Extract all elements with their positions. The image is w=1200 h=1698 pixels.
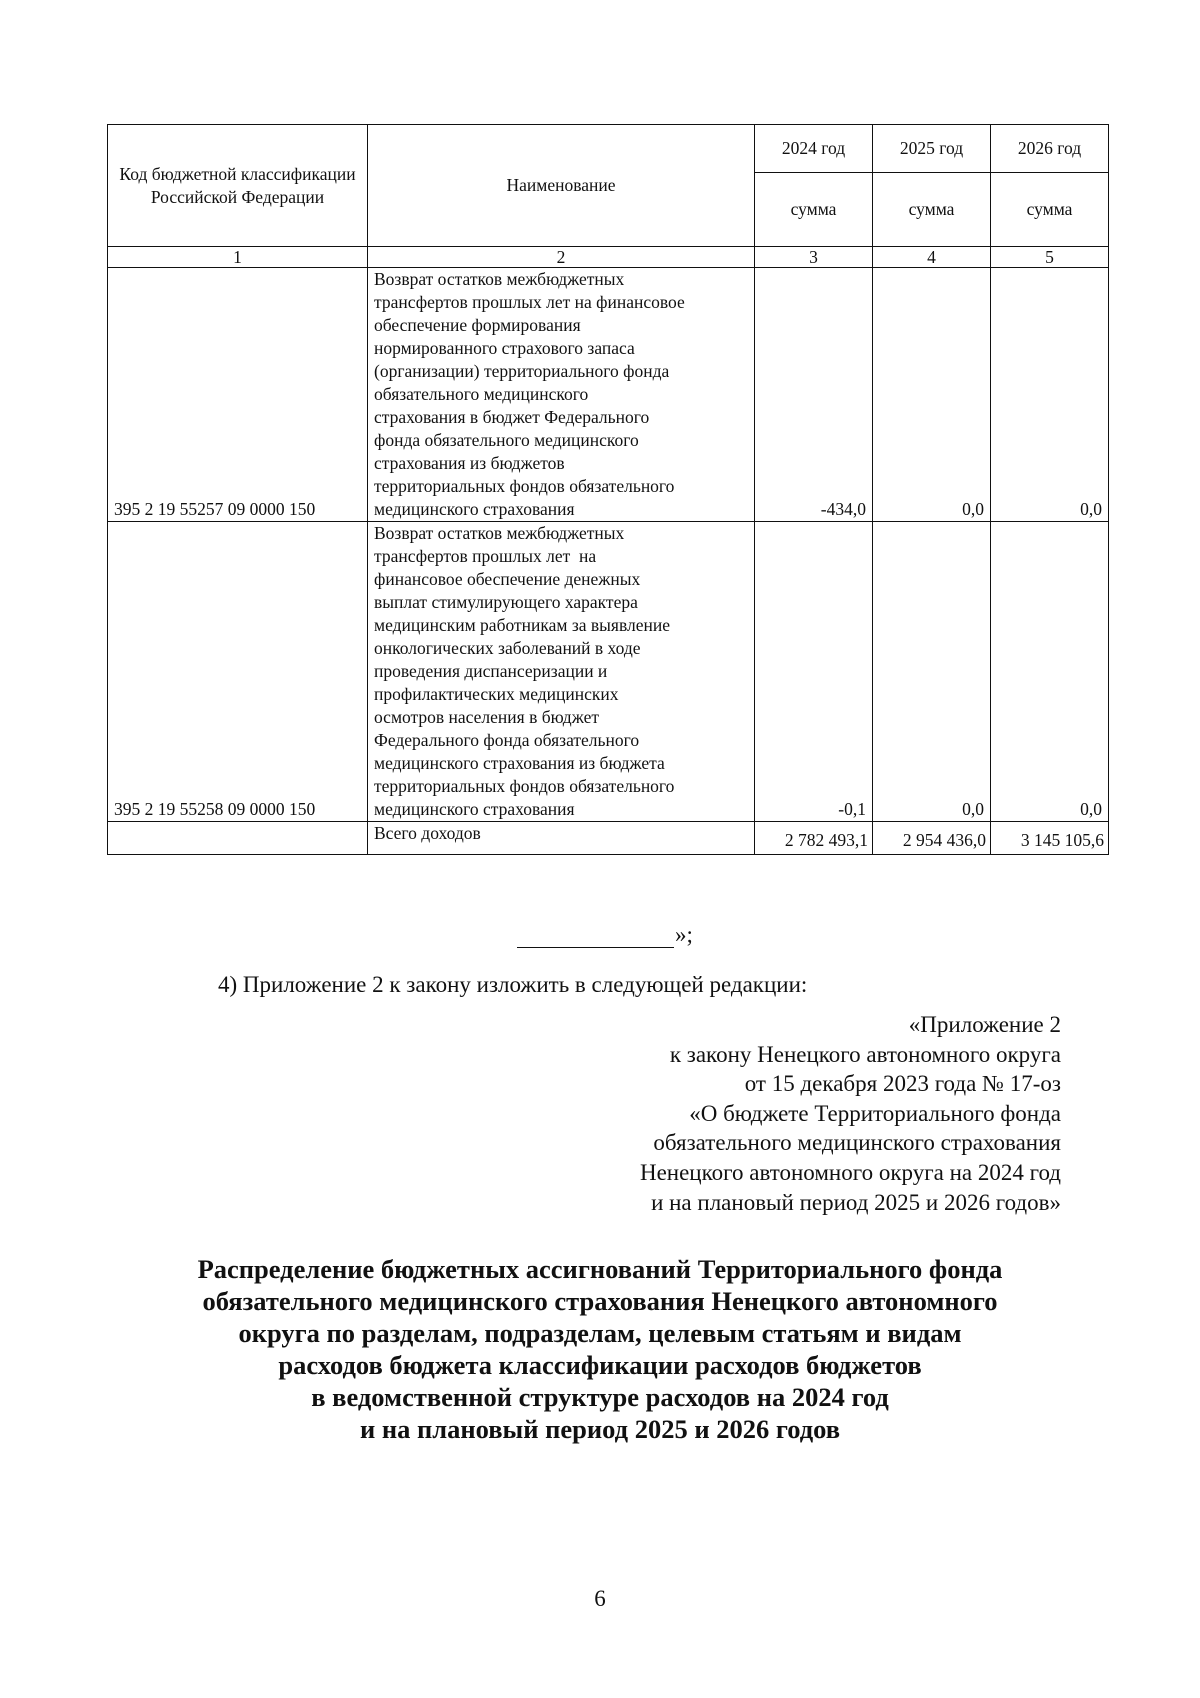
closing-mark xyxy=(517,922,693,948)
appendix-line: «Приложение 2 xyxy=(908,1012,1061,1037)
heading-line: и на плановый период 2025 и 2026 годов xyxy=(359,1414,841,1444)
heading-line: в ведомственной структуре расходов на 2024 год xyxy=(311,1382,889,1412)
row-name-line: медицинского страхования из бюджета xyxy=(374,753,665,773)
row-name-line: онкологических заболеваний в ходе xyxy=(374,638,641,658)
total-name: Всего доходов xyxy=(368,822,755,855)
appendix-line: «О бюджете Территориального фонда xyxy=(689,1100,1061,1126)
heading-line: округа по разделам, подразделам, целевым статьям и видам xyxy=(238,1318,962,1348)
total-value-2026: 3 145 105,6 xyxy=(991,822,1109,855)
column-number: 4 xyxy=(873,247,991,268)
appendix-reference xyxy=(640,1010,1061,1217)
row-name-line: обязательного медицинского xyxy=(374,384,589,404)
total-row xyxy=(108,822,1109,855)
row-name-line: Возврат остатков межбюджетных xyxy=(374,269,625,289)
header-code xyxy=(108,125,368,247)
heading-line: Распределение бюджетных ассигнований Территориального фонда xyxy=(197,1254,1003,1284)
header-sum-2026: сумма xyxy=(991,173,1109,247)
row-value-2024: -0,1 xyxy=(755,522,873,822)
row-name-line: трансфертов прошлых лет на xyxy=(374,546,597,566)
item-4-paragraph: 4) Приложение 2 к закону изложить в следующей редакции: xyxy=(218,972,808,997)
row-value-2026: 0,0 xyxy=(991,522,1109,822)
column-number: 5 xyxy=(991,247,1109,268)
row-name-line: территориальных фондов обязательного xyxy=(374,476,675,496)
row-code: 395 2 19 55258 09 0000 150 xyxy=(108,522,368,822)
header-year-2025: 2025 год xyxy=(873,125,991,173)
header-name-label: Наименование xyxy=(506,175,616,195)
table-row xyxy=(108,268,1109,522)
header-year-2024: 2024 год xyxy=(755,125,873,173)
row-name-line: фонда обязательного медицинского xyxy=(374,430,639,450)
column-number: 2 xyxy=(368,247,755,268)
column-number: 3 xyxy=(755,247,873,268)
row-name-line: профилактических медицинских xyxy=(374,684,619,704)
row-name-line: медицинским работникам за выявление xyxy=(374,615,670,635)
row-name-line: финансовое обеспечение денежных xyxy=(374,569,641,589)
header-code-label: Код бюджетной классификации Российской Федерации xyxy=(119,163,356,207)
heading-line: расходов бюджета классификации расходов бюджетов xyxy=(278,1350,922,1380)
row-name-line: Возврат остатков межбюджетных xyxy=(374,523,625,543)
appendix-line: Ненецкого автономного округа на 2024 год xyxy=(639,1159,1061,1185)
row-name-line: страхования в бюджет Федерального xyxy=(374,407,650,427)
total-code xyxy=(108,822,368,855)
closing-quote: »; xyxy=(675,922,693,947)
header-sum-2025: сумма xyxy=(873,173,991,247)
row-name-line: осмотров населения в бюджет xyxy=(374,707,599,727)
row-name-line: медицинского страхования xyxy=(374,499,575,519)
row-value-2025: 0,0 xyxy=(873,522,991,822)
total-value-2024: 2 782 493,1 xyxy=(755,822,873,855)
row-name-line: нормированного страхового запаса xyxy=(374,338,635,358)
row-name xyxy=(368,268,755,522)
row-name-line: выплат стимулирующего характера xyxy=(374,592,638,612)
row-name-line: Федерального фонда обязательного xyxy=(374,730,640,750)
row-name-line: (организации) территориального фонда xyxy=(374,361,670,381)
row-value-2026: 0,0 xyxy=(991,268,1109,522)
row-value-2024: -434,0 xyxy=(755,268,873,522)
row-code: 395 2 19 55257 09 0000 150 xyxy=(108,268,368,522)
header-sum-2024: сумма xyxy=(755,173,873,247)
column-number-row xyxy=(108,247,1109,268)
total-value-2025: 2 954 436,0 xyxy=(873,822,991,855)
row-name-line: проведения диспансеризации и xyxy=(374,661,608,681)
budget-table xyxy=(107,124,1109,855)
document-heading xyxy=(130,1253,1070,1445)
header-name xyxy=(368,125,755,247)
header-year-2026: 2026 год xyxy=(991,125,1109,173)
table-row xyxy=(108,522,1109,822)
appendix-line: от 15 декабря 2023 года № 17-оз xyxy=(744,1071,1061,1097)
row-name-line: территориальных фондов обязательного xyxy=(374,776,675,796)
column-number: 1 xyxy=(108,247,368,268)
row-name-line: страхования из бюджетов xyxy=(374,453,565,473)
appendix-line: обязательного медицинского страхования xyxy=(653,1130,1061,1156)
row-name xyxy=(368,522,755,822)
row-name-line: медицинского страхования xyxy=(374,799,575,819)
appendix-line: к закону Ненецкого автономного округа xyxy=(669,1041,1061,1067)
appendix-line: и на плановый период 2025 и 2026 годов» xyxy=(651,1189,1061,1215)
row-name-line: трансфертов прошлых лет на финансовое xyxy=(374,292,685,312)
page-number: 6 xyxy=(594,1586,606,1611)
heading-line: обязательного медицинского страхования Ненецкого автономного xyxy=(202,1286,998,1316)
row-value-2025: 0,0 xyxy=(873,268,991,522)
row-name-line: обеспечение формирования xyxy=(374,315,581,335)
underline-rule xyxy=(517,927,674,948)
